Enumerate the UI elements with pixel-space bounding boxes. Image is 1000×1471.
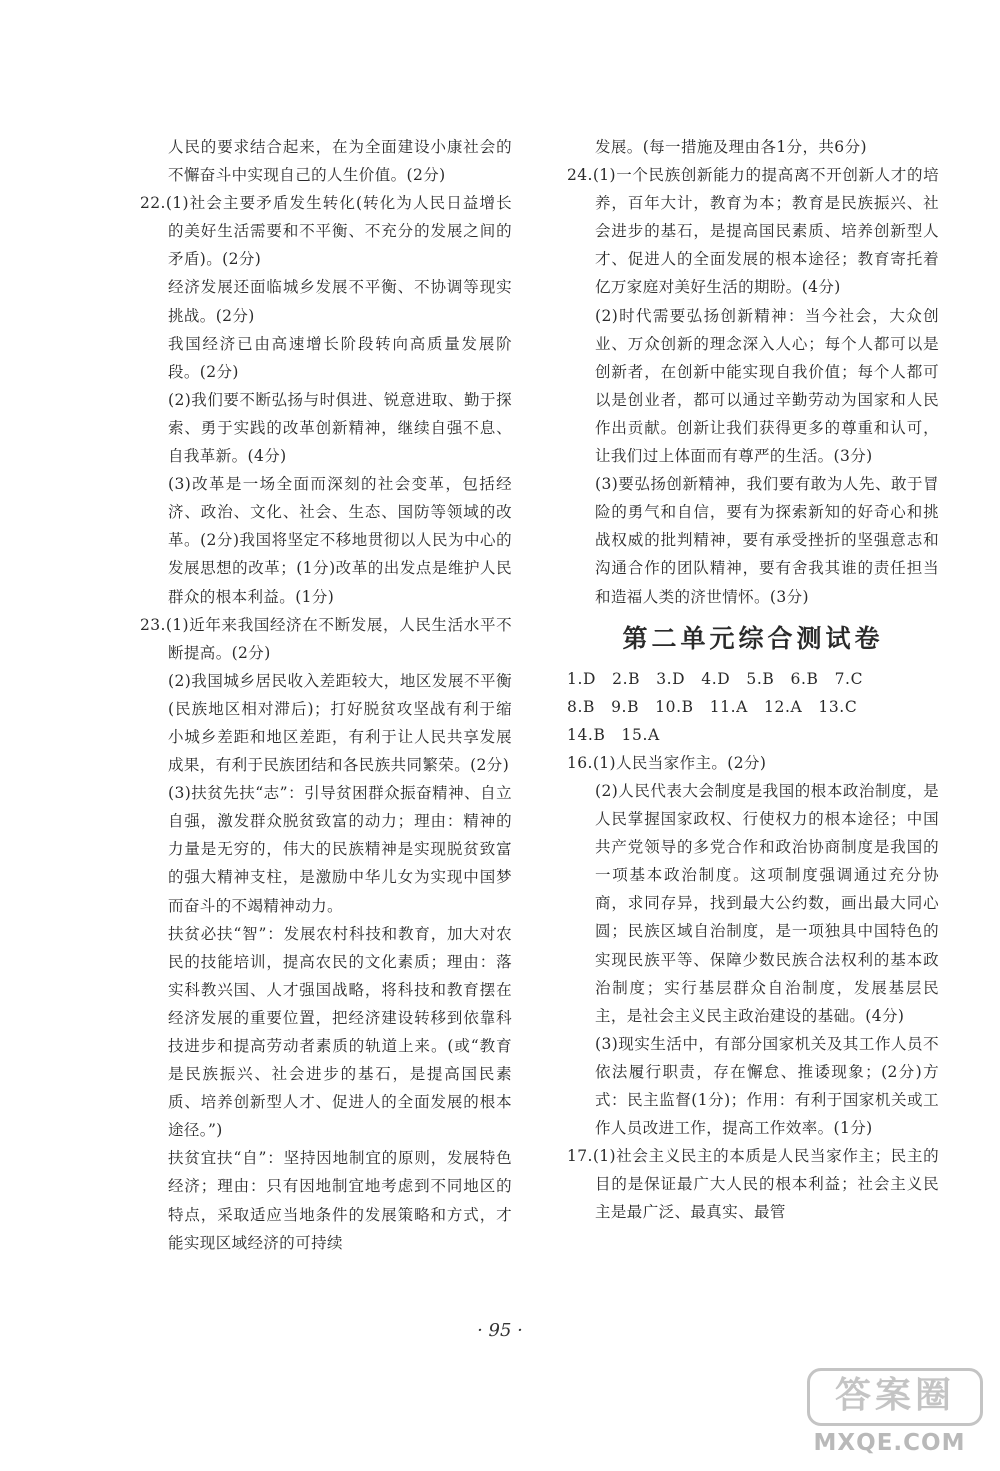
- section-heading: 第二单元综合测试卷: [622, 623, 884, 653]
- answer-paragraph: 8.B 9.B 10.B 11.A 12.A 13.C: [567, 697, 858, 716]
- left-column: [140, 133, 512, 1257]
- answer-paragraph: 1.D 2.B 3.D 4.D 5.B 6.B 7.C: [567, 669, 864, 688]
- answer-paragraph: (2)我们要不断弘扬与时俱进、锐意进取、勤于探索、勇于实践的改革创新精神，继续自强不息、自我革新。(4分): [168, 390, 512, 466]
- answer-paragraph: (3)要弘扬创新精神，我们要有敢为人先、敢于冒险的勇气和自信，要有为探索新知的好奇心和挑战权威的批判精神，要有承受挫折的坚强意志和沟通合作的团队精神，要有舍我其谁的责任担当和造福人类的济世情怀。(3分): [595, 475, 939, 606]
- answer-paragraph: (2)人民代表大会制度是我国的根本政治制度，是人民掌握国家政权、行使权力的根本途径；中国共产党领导的多党合作和政治协商制度是我国的一项基本政治制度。这项制度强调通过充分协商，求同存异，找到最大公约数，画出最大同心圆；民族区域自治制度，是一项独具中国特色的实现民族平等、保障少数民族合法权利的基本政治制度；实行基层群众自治制度，发展基层民主，是社会主义民主政治建设的基础。(4分): [595, 781, 939, 1025]
- answer-paragraph: 23.(1)近年来我国经济在不断发展，人民生活水平不断提高。(2分): [140, 615, 512, 662]
- answer-paragraph: 22.(1)社会主要矛盾发生转化(转化为人民日益增长的美好生活需要和不平衡、不充分的发展之间的矛盾)。(2分): [140, 194, 512, 269]
- answer-paragraph: 扶贫宜扶“自”：坚持因地制宜的原则，发展特色经济；理由：只有因地制宜地考虑到不同地区的特点，采取适应当地条件的发展策略和方式，才能实现区域经济的可持续: [168, 1149, 512, 1252]
- right-column: [567, 133, 939, 1226]
- answer-paragraph: (3)现实生活中，有部分国家机关及其工作人员不依法履行职责，存在懈怠、推诿现象；(2分)方式：民主监督(1分)；作用：有利于国家机关或工作人员改进工作，提高工作效率。(1分): [595, 1034, 939, 1138]
- answer-paragraph: (2)我国城乡居民收入差距较大，地区发展不平衡(民族地区相对滞后)；打好脱贫攻坚战有利于缩小城乡差距和地区差距，有利于让人民共享发展成果，有利于民族团结和各民族共同繁荣。(2分): [168, 671, 512, 775]
- page-number: · 95 ·: [477, 1320, 523, 1341]
- answer-paragraph: (3)扶贫先扶“志”：引导贫困群众振奋精神、自立自强，激发群众脱贫致富的动力；理由：精神的力量是无穷的，伟大的民族精神是实现脱贫致富的强大精神支柱，是激励中华儿女为实现中国梦而奋斗的不竭精神动力。: [168, 784, 512, 915]
- watermark-url: MXQE.COM: [813, 1430, 966, 1456]
- answer-paragraph: 扶贫必扶“智”：发展农村科技和教育，加大对农民的技能培训，提高农民的文化素质；理由：落实科教兴国、人才强国战略，将科技和教育摆在经济发展的重要位置，把经济建设转移到依靠科技进步和提高劳动者素质的轨道上来。(或“教育是民族振兴、社会进步的基石，是提高国民素质、培养创新型人才、促进人的全面发展的根本途径。”): [168, 924, 512, 1140]
- answer-paragraph: 经济发展还面临城乡发展不平衡、不协调等现实挑战。(2分): [168, 278, 512, 325]
- answer-paragraph: 发展。(每一措施及理由各1分，共6分): [595, 138, 867, 156]
- watermark-logo: 答案圈: [807, 1368, 983, 1426]
- answer-paragraph: 24.(1)一个民族创新能力的提高离不开创新人才的培养，百年大计，教育为本；教育是民族振兴、社会进步的基石，是提高国民素质、培养创新型人才、促进人的全面发展的根本途径；教育寄托着亿万家庭对美好生活的期盼。(4分): [567, 166, 939, 297]
- answer-paragraph: (2)时代需要弘扬创新精神：当今社会，大众创业、万众创新的理念深入人心；每个人都可以是创新者，在创新中能实现自我价值；每个人都可以是创业者，都可以通过辛勤劳动为国家和人民作出贡献。创新让我们获得更多的尊重和认可，让我们过上体面而有尊严的生活。(3分): [595, 306, 939, 466]
- answer-paragraph: 16.(1)人民当家作主。(2分): [567, 753, 767, 772]
- site-watermark: [797, 1368, 982, 1456]
- answer-paragraph: 17.(1)社会主义民主的本质是人民当家作主；民主的目的是保证最广大人民的根本利益；社会主义民主是最广泛、最真实、最管: [567, 1147, 939, 1222]
- answer-paragraph: (3)改革是一场全面而深刻的社会变革，包括经济、政治、文化、社会、生态、国防等领域的改革。(2分)我国将坚定不移地贯彻以人民为中心的发展思想的改革；(1分)改革的出发点是维护人民群众的根本利益。(1分): [168, 475, 512, 606]
- answer-paragraph: 我国经济已由高速增长阶段转向高质量发展阶段。(2分): [168, 334, 512, 381]
- answer-paragraph: 14.B 15.A: [567, 725, 660, 744]
- answer-paragraph: 人民的要求结合起来，在为全面建设小康社会的不懈奋斗中实现自己的人生价值。(2分): [168, 138, 512, 185]
